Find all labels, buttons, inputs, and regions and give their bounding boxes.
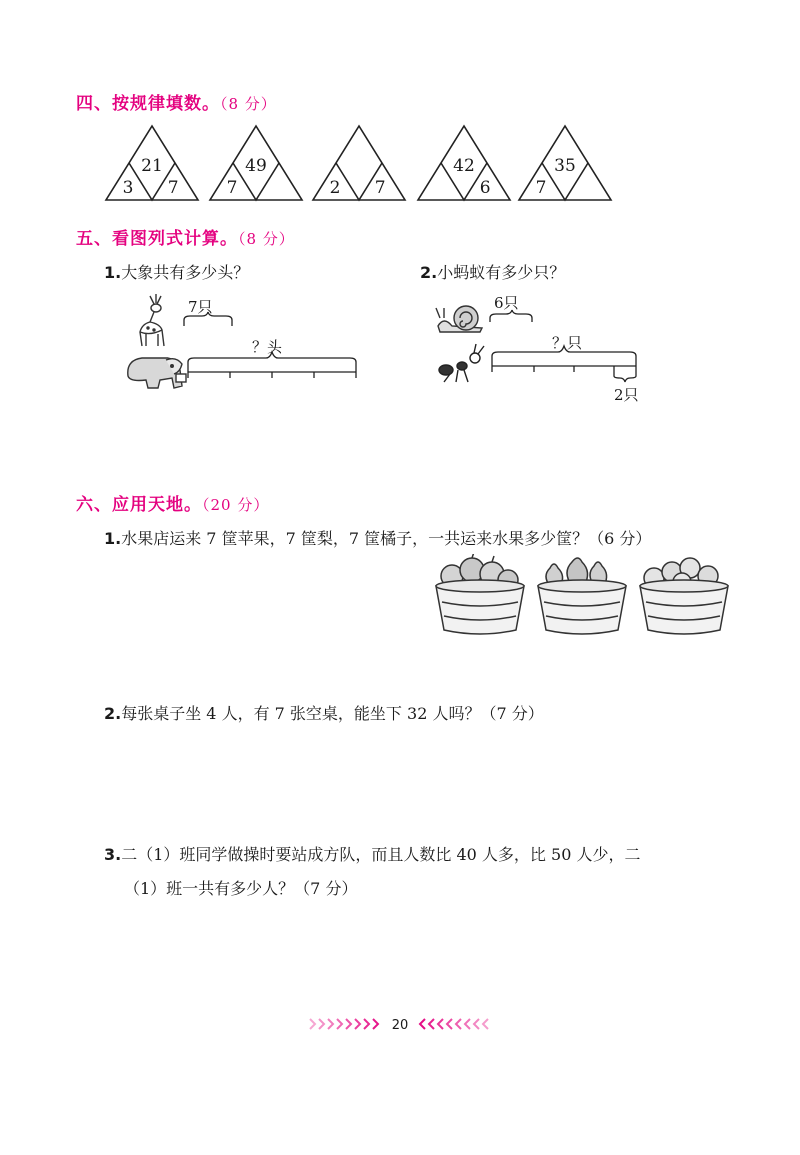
page-number: 20 bbox=[391, 1018, 409, 1033]
triangle-top-value: 49 bbox=[245, 156, 267, 176]
number-triangle-5 bbox=[519, 126, 611, 200]
pear-basket-icon bbox=[538, 558, 626, 634]
triangle-right-value: 6 bbox=[479, 178, 491, 198]
chevron-right-icon bbox=[346, 1019, 351, 1029]
fruit-baskets-figure bbox=[430, 554, 730, 640]
s5-q2-number: 2. bbox=[420, 263, 438, 282]
triangle-top-value: 21 bbox=[141, 156, 163, 176]
s5-q2-text: 小蚂蚁有多少只？ bbox=[437, 263, 566, 282]
section-4-score: （8 分） bbox=[220, 95, 277, 113]
apple-basket-icon bbox=[436, 554, 524, 634]
snail-icon bbox=[436, 306, 482, 332]
triangle-right-value: 7 bbox=[374, 178, 386, 198]
triangle-left-value: 3 bbox=[122, 178, 134, 198]
s5-q1-number: 1. bbox=[104, 263, 122, 282]
chevron-left-icon bbox=[429, 1019, 434, 1029]
chevron-left-icon bbox=[483, 1019, 488, 1029]
elephant-icon bbox=[128, 358, 186, 388]
s6-q1-number: 1. bbox=[104, 529, 122, 548]
section-6-title bbox=[76, 490, 269, 515]
chevron-right-icon bbox=[319, 1019, 324, 1029]
s6-q2-number: 2. bbox=[104, 704, 122, 723]
section-6-title-text: 六、应用天地。 bbox=[76, 495, 202, 515]
brace-extra-label: 2只 bbox=[614, 386, 639, 404]
s6-q3-line2: （1）班一共有多少人？（7 分） bbox=[124, 879, 358, 898]
section-5-title bbox=[76, 224, 295, 249]
orange-basket-icon bbox=[640, 558, 728, 634]
triangle-outline bbox=[313, 126, 405, 200]
chevron-right-icon bbox=[364, 1019, 369, 1029]
brace-top-label-2: 6只 bbox=[494, 294, 519, 312]
snail-ant-figure bbox=[430, 288, 660, 406]
chevron-left-icon bbox=[465, 1019, 470, 1029]
chevron-left-icon bbox=[456, 1019, 461, 1029]
triangle-left-value: 7 bbox=[226, 178, 238, 198]
brace-bottom-label-2: ？只 bbox=[552, 334, 583, 352]
triangle-left-value: 2 bbox=[329, 178, 341, 198]
ant-icon bbox=[439, 344, 484, 382]
s5-question-2 bbox=[420, 260, 565, 283]
section-5-score: （8 分） bbox=[238, 230, 295, 248]
chevron-right-icon bbox=[310, 1019, 315, 1029]
s6-question-1 bbox=[104, 526, 651, 549]
s6-q2-text: 每张桌子坐 4 人，有 7 张空桌，能坐下 32 人吗？（7 分） bbox=[121, 704, 544, 723]
triangle-right-value: 7 bbox=[167, 178, 179, 198]
number-triangle-3 bbox=[313, 126, 405, 200]
chevron-left-icon bbox=[438, 1019, 443, 1029]
triangle-left-value: 7 bbox=[535, 178, 547, 198]
page-footer bbox=[300, 1014, 500, 1034]
section-5-title-text: 五、看图列式计算。 bbox=[76, 229, 238, 249]
s5-question-1 bbox=[104, 260, 249, 283]
chevron-right-icon bbox=[355, 1019, 360, 1029]
triangle-top-value: 35 bbox=[554, 156, 576, 176]
chevron-right-icon bbox=[337, 1019, 342, 1029]
deer-icon bbox=[140, 294, 164, 346]
chevron-left-icon bbox=[447, 1019, 452, 1029]
triangle-top-value: 42 bbox=[453, 156, 475, 176]
s6-q1-text: 水果店运来 7 筐苹果，7 筐梨，7 筐橘子，一共运来水果多少筐？（6 分） bbox=[121, 529, 652, 548]
s5-q1-text: 大象共有多少头？ bbox=[121, 263, 250, 282]
chevron-right-icon bbox=[373, 1019, 378, 1029]
chevron-left-icon bbox=[420, 1019, 425, 1029]
chevron-right-icon bbox=[328, 1019, 333, 1029]
s6-question-3 bbox=[104, 842, 640, 865]
s6-question-3-cont bbox=[124, 876, 357, 899]
number-triangle-1 bbox=[106, 126, 198, 200]
section-6-score: （20 分） bbox=[202, 496, 270, 514]
s6-q3-number: 3. bbox=[104, 845, 122, 864]
elephant-deer-figure bbox=[120, 290, 370, 400]
brace-top-label: 7只 bbox=[188, 298, 213, 316]
chevron-left-icon bbox=[474, 1019, 479, 1029]
number-triangle-2 bbox=[210, 126, 302, 200]
number-triangle-4 bbox=[418, 126, 510, 200]
s6-q3-line1: 二（1）班同学做操时要站成方队，而且人数比 40 人多，比 50 人少，二 bbox=[121, 845, 641, 864]
brace-bottom-label: ？头 bbox=[252, 338, 283, 356]
section-4-title-text: 四、按规律填数。 bbox=[76, 94, 220, 114]
s6-question-2 bbox=[104, 701, 544, 724]
